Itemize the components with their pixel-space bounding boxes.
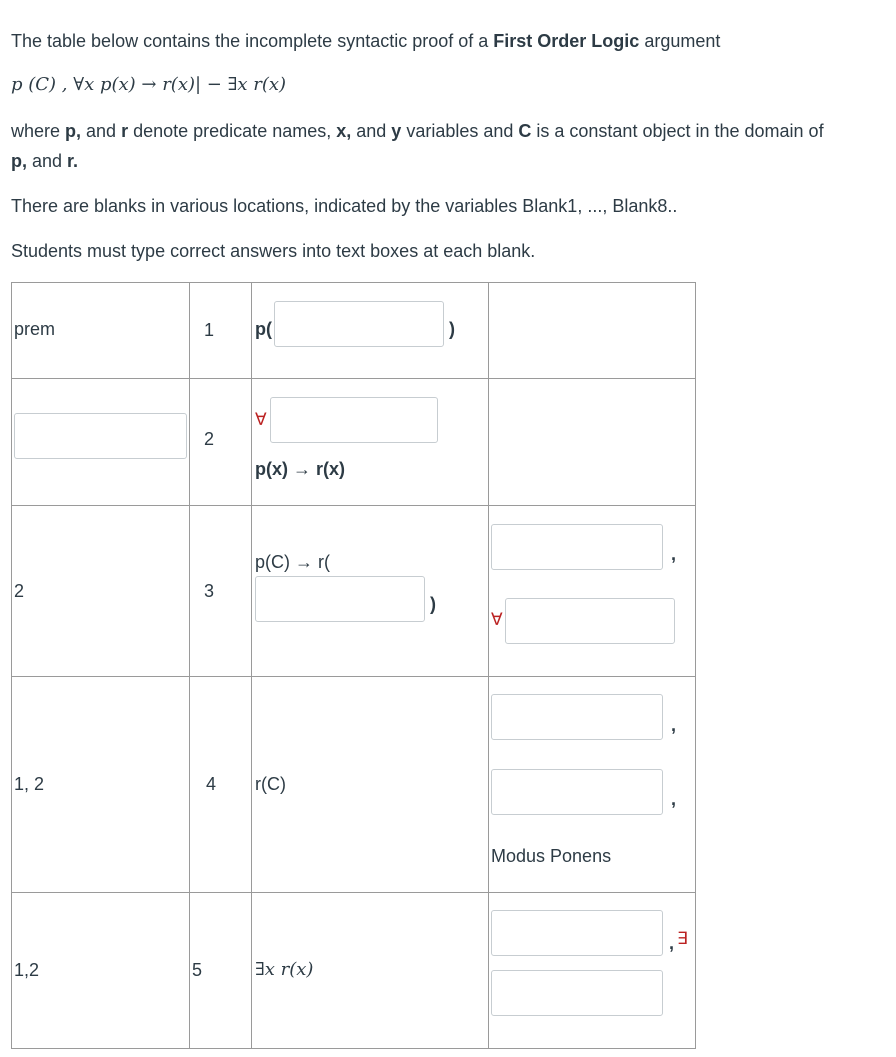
forall-icon: ∀ <box>255 410 267 430</box>
forall-icon: ∀ <box>491 610 503 630</box>
deps-text: 2 <box>14 581 25 601</box>
line-number-cell <box>190 893 252 1049</box>
blank-input-5[interactable] <box>491 524 663 570</box>
formula-cell <box>252 506 489 677</box>
rule-cell <box>489 506 696 677</box>
blank-input-1[interactable] <box>274 301 444 347</box>
rule-cell <box>489 379 696 506</box>
line-number: 5 <box>192 960 203 980</box>
argument-formula: p (C) , ∀x p(x) → r(x)| − ∃x r(x) <box>11 74 287 95</box>
rule-cell <box>489 283 696 379</box>
deps-cell <box>12 283 190 379</box>
formula-cell <box>252 283 489 379</box>
intro-line-2b: p, and r. <box>11 151 79 171</box>
line-number-cell <box>190 283 252 379</box>
table-row <box>12 506 696 677</box>
table-row <box>12 283 696 379</box>
proof-table <box>11 282 696 1049</box>
formula-suffix: ) <box>430 594 436 614</box>
table-row <box>12 893 696 1049</box>
deps-text: prem <box>14 319 56 339</box>
line-number: 2 <box>204 429 215 449</box>
line-number-cell <box>190 506 252 677</box>
formula-text: r(C) <box>255 774 286 794</box>
rule-cell <box>489 677 696 893</box>
blank-input-10[interactable] <box>491 970 663 1016</box>
deps-cell <box>12 893 190 1049</box>
rule-comma: , <box>671 715 677 735</box>
blank-input-9[interactable] <box>491 910 663 956</box>
rule-comma: , <box>671 789 677 809</box>
rule-comma: , <box>669 933 675 953</box>
formula-text: ∃x r(x) <box>255 959 314 980</box>
line-number-cell <box>190 379 252 506</box>
deps-cell <box>12 379 190 506</box>
formula-text: p(x) → r(x) <box>255 459 345 479</box>
blank-input-8[interactable] <box>491 769 663 815</box>
formula-cell <box>252 893 489 1049</box>
intro-line-2: where p, and r denote predicate names, x, and y variables and C is a constant object in the domain of <box>11 121 824 141</box>
formula-cell <box>252 379 489 506</box>
blank-input-7[interactable] <box>491 694 663 740</box>
formula-prefix: p( <box>255 319 272 339</box>
deps-cell <box>12 506 190 677</box>
instructions: Students must type correct answers into text boxes at each blank. <box>11 241 536 261</box>
formula-suffix: ) <box>449 319 455 339</box>
deps-text: 1, 2 <box>14 774 45 794</box>
line-number-cell <box>190 677 252 893</box>
table-row <box>12 677 696 893</box>
rule-cell <box>489 893 696 1049</box>
blanks-description: There are blanks in various locations, indicated by the variables Blank1, ..., Blank8.. <box>11 196 678 216</box>
deps-cell <box>12 677 190 893</box>
rule-name: Modus Ponens <box>491 846 612 866</box>
blank-input-3[interactable] <box>270 397 438 443</box>
line-number: 1 <box>204 320 215 340</box>
intro-line-1: The table below contains the incomplete syntactic proof of a First Order Logic argument <box>11 31 721 51</box>
table-row <box>12 379 696 506</box>
formula-prefix: p(C) → r( <box>255 552 330 572</box>
rule-comma: , <box>671 544 677 564</box>
blank-input-4[interactable] <box>255 576 425 622</box>
line-number: 4 <box>206 774 217 794</box>
blank-input-6[interactable] <box>505 598 675 644</box>
deps-text: 1,2 <box>14 960 40 980</box>
formula-cell <box>252 677 489 893</box>
blank-input-2[interactable] <box>14 413 187 459</box>
line-number: 3 <box>204 581 215 601</box>
exists-icon: ∃ <box>677 929 688 949</box>
